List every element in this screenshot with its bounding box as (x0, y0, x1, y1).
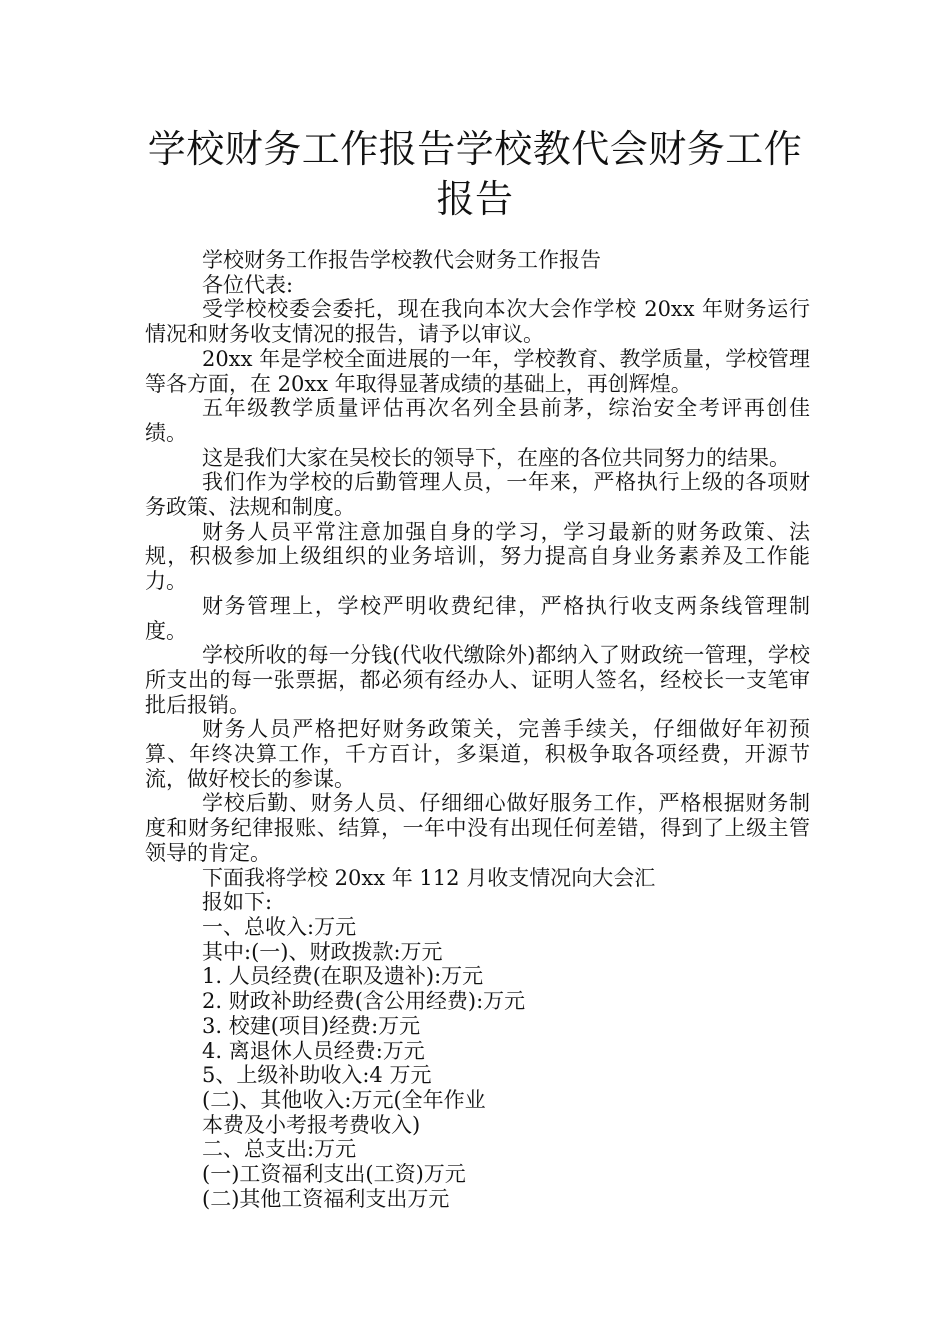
report-line: 报如下: (202, 890, 273, 915)
paragraph: 五年级教学质量评估再次名列全县前茅，综治安全考评再创佳绩。 (145, 396, 810, 445)
paragraph: 学校后勤、财务人员、仔细细心做好服务工作，严格根据财务制度和财务纪律报账、结算，一年中没有出现任何差错，得到了上级主管领导的肯定。 (145, 791, 810, 865)
paragraph: 学校所收的每一分钱(代收代缴除外)都纳入了财政统一管理，学校所支出的每一张票据，都必须有经办人、证明人签名，经校长一支笔审批后报销。 (145, 643, 810, 717)
document-body (145, 248, 810, 1211)
paragraph: 受学校校委会委托，现在我向本次大会作学校 20xx 年财务运行情况和财务收支情况的报告，请予以审议。 (145, 297, 810, 347)
report-line: (二)其他工资福利支出万元 (202, 1186, 450, 1211)
paragraph: 财务人员平常注意加强自身的学习，学习最新的财务政策、法规，积极参加上级组织的业务培训，努力提高自身业务素养及工作能力。 (145, 519, 810, 594)
report-line: 2. 财政补助经费(含公用经费):万元 (202, 989, 526, 1014)
report-line: 二、总支出:万元 (202, 1137, 357, 1162)
report-line: 一、总收入:万元 (202, 914, 357, 939)
report-line: (一)工资福利支出(工资)万元 (202, 1162, 466, 1187)
report-line: 其中:(一)、财政拨款:万元 (202, 939, 443, 964)
paragraph: 20xx 年是学校全面进展的一年，学校教育、教学质量，学校管理等各方面，在 20xx 年取得显著成绩的基础上，再创辉煌。 (145, 346, 810, 396)
report-line: 3. 校建(项目)经费:万元 (202, 1013, 421, 1038)
report-line: 下面我将学校 20xx 年 112 月收支情况向大会汇 (202, 865, 656, 890)
paragraph: 学校财务工作报告学校教代会财务工作报告 (202, 248, 601, 272)
paragraph: 财务人员严格把好财务政策关，完善手续关，仔细做好年初预算、年终决算工作，千方百计，多渠道，积极争取各项经费，开源节流，做好校长的参谋。 (145, 717, 810, 791)
paragraph: 我们作为学校的后勤管理人员，一年来，严格执行上级的各项财务政策、法规和制度。 (145, 470, 810, 520)
report-line: (二)、其他收入:万元(全年作业 (202, 1087, 486, 1112)
report-line: 5、上级补助收入:4 万元 (202, 1063, 432, 1088)
paragraph: 财务管理上，学校严明收费纪律，严格执行收支两条线管理制度。 (145, 593, 810, 643)
report-line: 本费及小考报考费收入) (202, 1112, 421, 1137)
report-line: 4. 离退休人员经费:万元 (202, 1038, 425, 1063)
document-title: 学校财务工作报告学校教代会财务工作报告 (147, 127, 803, 221)
paragraph: 这是我们大家在吴校长的领导下，在座的各位共同努力的结果。 (202, 445, 790, 470)
report-line: 1. 人员经费(在职及遗补):万元 (202, 964, 484, 989)
paragraph: 各位代表: (202, 272, 294, 297)
